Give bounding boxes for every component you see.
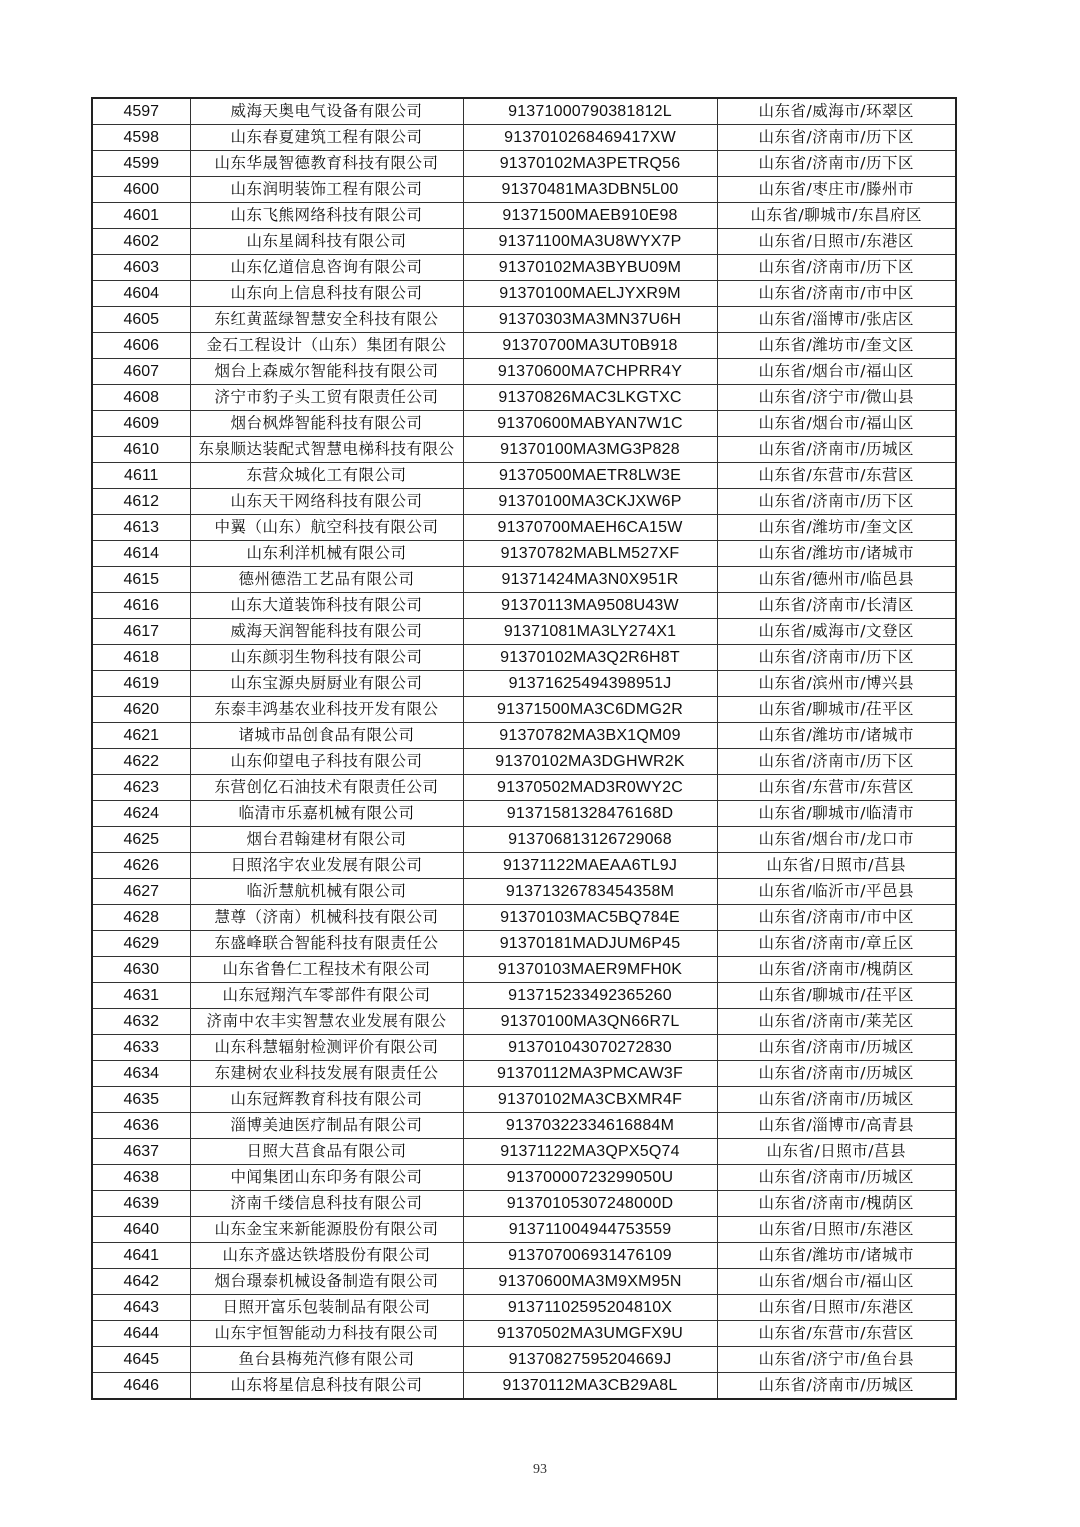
row-number-cell: 4631: [92, 983, 190, 1009]
credit-code-cell: 91370502MAD3R0WY2C: [463, 775, 717, 801]
credit-code-cell: 91371122MAEAA6TL9J: [463, 853, 717, 879]
company-name-cell: 日照洺宇农业发展有限公司: [190, 853, 463, 879]
row-number-cell: 4610: [92, 437, 190, 463]
row-number-cell: 4618: [92, 645, 190, 671]
row-number-cell: 4638: [92, 1165, 190, 1191]
table-row: [92, 333, 956, 359]
company-name-cell: 山东春夏建筑工程有限公司: [190, 125, 463, 151]
row-number-cell: 4630: [92, 957, 190, 983]
table-row: [92, 1035, 956, 1061]
credit-code-cell: 91370100MAELJYXR9M: [463, 281, 717, 307]
row-number-cell: 4639: [92, 1191, 190, 1217]
table-row: [92, 905, 956, 931]
row-number-cell: 4646: [92, 1373, 190, 1400]
company-name-cell: 山东仰望电子科技有限公司: [190, 749, 463, 775]
region-cell: 山东省/济南市/槐荫区: [717, 957, 956, 983]
company-name-cell: 金石工程设计（山东）集团有限公: [190, 333, 463, 359]
row-number-cell: 4628: [92, 905, 190, 931]
credit-code-cell: 91370782MA3BX1QM09: [463, 723, 717, 749]
region-cell: 山东省/烟台市/福山区: [717, 359, 956, 385]
row-number-cell: 4598: [92, 125, 190, 151]
credit-code-cell: 9137010268469417XW: [463, 125, 717, 151]
row-number-cell: 4615: [92, 567, 190, 593]
credit-code-cell: 91370102MA3BYBU09M: [463, 255, 717, 281]
credit-code-cell: 913706813126729068: [463, 827, 717, 853]
row-number-cell: 4609: [92, 411, 190, 437]
table-row: [92, 749, 956, 775]
table-row: [92, 957, 956, 983]
region-cell: 山东省/济南市/历下区: [717, 489, 956, 515]
table-row: [92, 385, 956, 411]
row-number-cell: 4602: [92, 229, 190, 255]
region-cell: 山东省/济南市/长清区: [717, 593, 956, 619]
region-cell: 山东省/济南市/历城区: [717, 437, 956, 463]
region-cell: 山东省/日照市/东港区: [717, 1295, 956, 1321]
company-name-cell: 山东飞熊网络科技有限公司: [190, 203, 463, 229]
table-row: [92, 177, 956, 203]
company-name-cell: 烟台璟泰机械设备制造有限公司: [190, 1269, 463, 1295]
row-number-cell: 4641: [92, 1243, 190, 1269]
credit-code-cell: 91370105307248000D: [463, 1191, 717, 1217]
credit-code-cell: 91370102MA3DGHWR2K: [463, 749, 717, 775]
credit-code-cell: 91371100MA3U8WYX7P: [463, 229, 717, 255]
credit-code-cell: 91371500MAEB910E98: [463, 203, 717, 229]
row-number-cell: 4621: [92, 723, 190, 749]
region-cell: 山东省/枣庄市/滕州市: [717, 177, 956, 203]
company-name-cell: 中闻集团山东印务有限公司: [190, 1165, 463, 1191]
table-row: [92, 1113, 956, 1139]
table-row: [92, 437, 956, 463]
credit-code-cell: 91370112MA3CB29A8L: [463, 1373, 717, 1400]
credit-code-cell: 91371102595204810X: [463, 1295, 717, 1321]
row-number-cell: 4625: [92, 827, 190, 853]
company-name-cell: 山东华晟智德教育科技有限公司: [190, 151, 463, 177]
row-number-cell: 4620: [92, 697, 190, 723]
company-name-cell: 山东金宝来新能源股份有限公司: [190, 1217, 463, 1243]
company-name-cell: 东泉顺达装配式智慧电梯科技有限公: [190, 437, 463, 463]
company-name-cell: 慧尊（济南）机械科技有限公司: [190, 905, 463, 931]
credit-code-cell: 91370600MA7CHPRR4Y: [463, 359, 717, 385]
table-row: [92, 853, 956, 879]
company-name-cell: 威海天奥电气设备有限公司: [190, 98, 463, 125]
region-cell: 山东省/济宁市/微山县: [717, 385, 956, 411]
region-cell: 山东省/济南市/历下区: [717, 645, 956, 671]
credit-code-cell: 91370502MA3UMGFX9U: [463, 1321, 717, 1347]
region-cell: 山东省/济南市/历城区: [717, 1061, 956, 1087]
credit-code-cell: 91370303MA3MN37U6H: [463, 307, 717, 333]
region-cell: 山东省/济宁市/鱼台县: [717, 1347, 956, 1373]
company-name-cell: 山东颜羽生物科技有限公司: [190, 645, 463, 671]
table-row: [92, 1061, 956, 1087]
region-cell: 山东省/济南市/莱芜区: [717, 1009, 956, 1035]
table-row: [92, 983, 956, 1009]
company-name-cell: 山东向上信息科技有限公司: [190, 281, 463, 307]
credit-code-cell: 91371500MA3C6DMG2R: [463, 697, 717, 723]
row-number-cell: 4603: [92, 255, 190, 281]
table-row: [92, 229, 956, 255]
table-row: [92, 1269, 956, 1295]
region-cell: 山东省/潍坊市/奎文区: [717, 333, 956, 359]
row-number-cell: 4623: [92, 775, 190, 801]
region-cell: 山东省/威海市/环翠区: [717, 98, 956, 125]
page-number: 93: [533, 1462, 547, 1477]
row-number-cell: 4632: [92, 1009, 190, 1035]
table-row: [92, 151, 956, 177]
company-name-cell: 山东宇恒智能动力科技有限公司: [190, 1321, 463, 1347]
region-cell: 山东省/日照市/莒县: [717, 853, 956, 879]
row-number-cell: 4599: [92, 151, 190, 177]
row-number-cell: 4604: [92, 281, 190, 307]
row-number-cell: 4626: [92, 853, 190, 879]
region-cell: 山东省/烟台市/福山区: [717, 411, 956, 437]
credit-code-cell: 91371424MA3N0X951R: [463, 567, 717, 593]
table-row: [92, 931, 956, 957]
company-name-cell: 烟台上森威尔智能科技有限公司: [190, 359, 463, 385]
table-row: [92, 515, 956, 541]
table-row: [92, 489, 956, 515]
table-row: [92, 1139, 956, 1165]
company-name-cell: 临沂慧航机械有限公司: [190, 879, 463, 905]
credit-code-cell: 91371581328476168D: [463, 801, 717, 827]
company-name-cell: 中翼（山东）航空科技有限公司: [190, 515, 463, 541]
table-row: [92, 541, 956, 567]
region-cell: 山东省/济南市/市中区: [717, 905, 956, 931]
credit-code-cell: 91370103MAER9MFH0K: [463, 957, 717, 983]
company-name-cell: 山东宝源央厨厨业有限公司: [190, 671, 463, 697]
company-name-cell: 东营众城化工有限公司: [190, 463, 463, 489]
table-row: [92, 281, 956, 307]
credit-code-cell: 913715233492365260: [463, 983, 717, 1009]
credit-code-cell: 91370600MA3M9XM95N: [463, 1269, 717, 1295]
row-number-cell: 4624: [92, 801, 190, 827]
table-row: [92, 1191, 956, 1217]
region-cell: 山东省/烟台市/福山区: [717, 1269, 956, 1295]
region-cell: 山东省/济南市/历下区: [717, 749, 956, 775]
table-row: [92, 593, 956, 619]
row-number-cell: 4601: [92, 203, 190, 229]
row-number-cell: 4640: [92, 1217, 190, 1243]
region-cell: 山东省/聊城市/茌平区: [717, 983, 956, 1009]
region-cell: 山东省/潍坊市/诸城市: [717, 723, 956, 749]
company-name-cell: 济宁市豹子头工贸有限责任公司: [190, 385, 463, 411]
table-row: [92, 255, 956, 281]
table-row: [92, 463, 956, 489]
company-table-body: [92, 98, 956, 1399]
row-number-cell: 4645: [92, 1347, 190, 1373]
company-name-cell: 东盛峰联合智能科技有限责任公: [190, 931, 463, 957]
table-row: [92, 1009, 956, 1035]
row-number-cell: 4614: [92, 541, 190, 567]
credit-code-cell: 91371000790381812L: [463, 98, 717, 125]
table-row: [92, 645, 956, 671]
region-cell: 山东省/济南市/历下区: [717, 255, 956, 281]
table-row: [92, 1373, 956, 1400]
credit-code-cell: 91370322334616884M: [463, 1113, 717, 1139]
row-number-cell: 4607: [92, 359, 190, 385]
credit-code-cell: 91370181MADJUM6P45: [463, 931, 717, 957]
row-number-cell: 4635: [92, 1087, 190, 1113]
company-name-cell: 山东星阔科技有限公司: [190, 229, 463, 255]
region-cell: 山东省/临沂市/平邑县: [717, 879, 956, 905]
region-cell: 山东省/济南市/历城区: [717, 1373, 956, 1400]
table-row: [92, 1347, 956, 1373]
table-row: [92, 723, 956, 749]
row-number-cell: 4605: [92, 307, 190, 333]
credit-code-cell: 91370600MABYAN7W1C: [463, 411, 717, 437]
region-cell: 山东省/淄博市/高青县: [717, 1113, 956, 1139]
row-number-cell: 4600: [92, 177, 190, 203]
row-number-cell: 4613: [92, 515, 190, 541]
credit-code-cell: 91370000723299050U: [463, 1165, 717, 1191]
credit-code-cell: 91370100MA3QN66R7L: [463, 1009, 717, 1035]
region-cell: 山东省/济南市/历城区: [717, 1087, 956, 1113]
row-number-cell: 4616: [92, 593, 190, 619]
credit-code-cell: 91371122MA3QPX5Q74: [463, 1139, 717, 1165]
row-number-cell: 4608: [92, 385, 190, 411]
credit-code-cell: 91370827595204669J: [463, 1347, 717, 1373]
row-number-cell: 4634: [92, 1061, 190, 1087]
credit-code-cell: 91370100MA3CKJXW6P: [463, 489, 717, 515]
table-row: [92, 567, 956, 593]
table-row: [92, 827, 956, 853]
company-table: [91, 97, 957, 1400]
region-cell: 山东省/日照市/莒县: [717, 1139, 956, 1165]
region-cell: 山东省/威海市/文登区: [717, 619, 956, 645]
region-cell: 山东省/淄博市/张店区: [717, 307, 956, 333]
table-row: [92, 203, 956, 229]
table-row: [92, 1321, 956, 1347]
company-name-cell: 日照开富乐包装制品有限公司: [190, 1295, 463, 1321]
table-row: [92, 98, 956, 125]
credit-code-cell: 91370103MAC5BQ784E: [463, 905, 717, 931]
company-name-cell: 日照大莒食品有限公司: [190, 1139, 463, 1165]
row-number-cell: 4612: [92, 489, 190, 515]
credit-code-cell: 91370113MA9508U43W: [463, 593, 717, 619]
company-name-cell: 东建树农业科技发展有限责任公: [190, 1061, 463, 1087]
table-row: [92, 359, 956, 385]
credit-code-cell: 91371081MA3LY274X1: [463, 619, 717, 645]
region-cell: 山东省/德州市/临邑县: [717, 567, 956, 593]
credit-code-cell: 91370500MAETR8LW3E: [463, 463, 717, 489]
region-cell: 山东省/聊城市/茌平区: [717, 697, 956, 723]
region-cell: 山东省/潍坊市/诸城市: [717, 1243, 956, 1269]
row-number-cell: 4637: [92, 1139, 190, 1165]
company-name-cell: 山东天干网络科技有限公司: [190, 489, 463, 515]
company-name-cell: 诸城市品创食品有限公司: [190, 723, 463, 749]
table-row: [92, 619, 956, 645]
credit-code-cell: 91370782MABLM527XF: [463, 541, 717, 567]
credit-code-cell: 91371625494398951J: [463, 671, 717, 697]
region-cell: 山东省/济南市/历下区: [717, 151, 956, 177]
region-cell: 山东省/潍坊市/奎文区: [717, 515, 956, 541]
company-name-cell: 威海天润智能科技有限公司: [190, 619, 463, 645]
company-name-cell: 山东冠辉教育科技有限公司: [190, 1087, 463, 1113]
table-row: [92, 307, 956, 333]
company-name-cell: 鱼台县梅苑汽修有限公司: [190, 1347, 463, 1373]
credit-code-cell: 91370700MA3UT0B918: [463, 333, 717, 359]
company-name-cell: 山东利洋机械有限公司: [190, 541, 463, 567]
company-name-cell: 烟台枫烨智能科技有限公司: [190, 411, 463, 437]
table-row: [92, 879, 956, 905]
credit-code-cell: 913701043070272830: [463, 1035, 717, 1061]
row-number-cell: 4627: [92, 879, 190, 905]
credit-code-cell: 913707006931476109: [463, 1243, 717, 1269]
table-row: [92, 671, 956, 697]
row-number-cell: 4633: [92, 1035, 190, 1061]
row-number-cell: 4611: [92, 463, 190, 489]
row-number-cell: 4636: [92, 1113, 190, 1139]
table-row: [92, 1217, 956, 1243]
row-number-cell: 4644: [92, 1321, 190, 1347]
region-cell: 山东省/济南市/章丘区: [717, 931, 956, 957]
region-cell: 山东省/聊城市/东昌府区: [717, 203, 956, 229]
company-name-cell: 山东冠翔汽车零部件有限公司: [190, 983, 463, 1009]
row-number-cell: 4606: [92, 333, 190, 359]
region-cell: 山东省/济南市/历城区: [717, 1165, 956, 1191]
region-cell: 山东省/东营市/东营区: [717, 463, 956, 489]
row-number-cell: 4642: [92, 1269, 190, 1295]
company-name-cell: 山东大道装饰科技有限公司: [190, 593, 463, 619]
row-number-cell: 4629: [92, 931, 190, 957]
table-row: [92, 411, 956, 437]
region-cell: 山东省/济南市/历下区: [717, 125, 956, 151]
company-name-cell: 烟台君翰建材有限公司: [190, 827, 463, 853]
region-cell: 山东省/济南市/历城区: [717, 1035, 956, 1061]
region-cell: 山东省/济南市/槐荫区: [717, 1191, 956, 1217]
region-cell: 山东省/日照市/东港区: [717, 229, 956, 255]
company-name-cell: 山东润明装饰工程有限公司: [190, 177, 463, 203]
credit-code-cell: 913711004944753559: [463, 1217, 717, 1243]
credit-code-cell: 91370700MAEH6CA15W: [463, 515, 717, 541]
table-row: [92, 697, 956, 723]
company-name-cell: 山东科慧辐射检测评价有限公司: [190, 1035, 463, 1061]
table-row: [92, 1087, 956, 1113]
company-name-cell: 山东亿道信息咨询有限公司: [190, 255, 463, 281]
credit-code-cell: 91370102MA3PETRQ56: [463, 151, 717, 177]
company-name-cell: 山东齐盛达铁塔股份有限公司: [190, 1243, 463, 1269]
row-number-cell: 4622: [92, 749, 190, 775]
region-cell: 山东省/济南市/市中区: [717, 281, 956, 307]
region-cell: 山东省/东营市/东营区: [717, 1321, 956, 1347]
region-cell: 山东省/滨州市/博兴县: [717, 671, 956, 697]
company-name-cell: 济南中农丰实智慧农业发展有限公: [190, 1009, 463, 1035]
credit-code-cell: 91371326783454358M: [463, 879, 717, 905]
row-number-cell: 4597: [92, 98, 190, 125]
region-cell: 山东省/潍坊市/诸城市: [717, 541, 956, 567]
credit-code-cell: 91370102MA3CBXMR4F: [463, 1087, 717, 1113]
row-number-cell: 4619: [92, 671, 190, 697]
row-number-cell: 4643: [92, 1295, 190, 1321]
table-row: [92, 1243, 956, 1269]
region-cell: 山东省/聊城市/临清市: [717, 801, 956, 827]
table-row: [92, 1295, 956, 1321]
row-number-cell: 4617: [92, 619, 190, 645]
company-name-cell: 德州德浩工艺品有限公司: [190, 567, 463, 593]
table-row: [92, 125, 956, 151]
company-name-cell: 东泰丰鸿基农业科技开发有限公: [190, 697, 463, 723]
region-cell: 山东省/烟台市/龙口市: [717, 827, 956, 853]
region-cell: 山东省/东营市/东营区: [717, 775, 956, 801]
credit-code-cell: 91370826MAC3LKGTXC: [463, 385, 717, 411]
company-name-cell: 淄博美迪医疗制品有限公司: [190, 1113, 463, 1139]
company-name-cell: 济南千缕信息科技有限公司: [190, 1191, 463, 1217]
credit-code-cell: 91370112MA3PMCAW3F: [463, 1061, 717, 1087]
company-name-cell: 山东省鲁仁工程技术有限公司: [190, 957, 463, 983]
company-name-cell: 临清市乐嘉机械有限公司: [190, 801, 463, 827]
table-row: [92, 801, 956, 827]
credit-code-cell: 91370481MA3DBN5L00: [463, 177, 717, 203]
company-name-cell: 东营创亿石油技术有限责任公司: [190, 775, 463, 801]
company-name-cell: 山东将星信息科技有限公司: [190, 1373, 463, 1400]
table-row: [92, 775, 956, 801]
company-name-cell: 东红黄蓝绿智慧安全科技有限公: [190, 307, 463, 333]
table-row: [92, 1165, 956, 1191]
credit-code-cell: 91370102MA3Q2R6H8T: [463, 645, 717, 671]
region-cell: 山东省/日照市/东港区: [717, 1217, 956, 1243]
credit-code-cell: 91370100MA3MG3P828: [463, 437, 717, 463]
